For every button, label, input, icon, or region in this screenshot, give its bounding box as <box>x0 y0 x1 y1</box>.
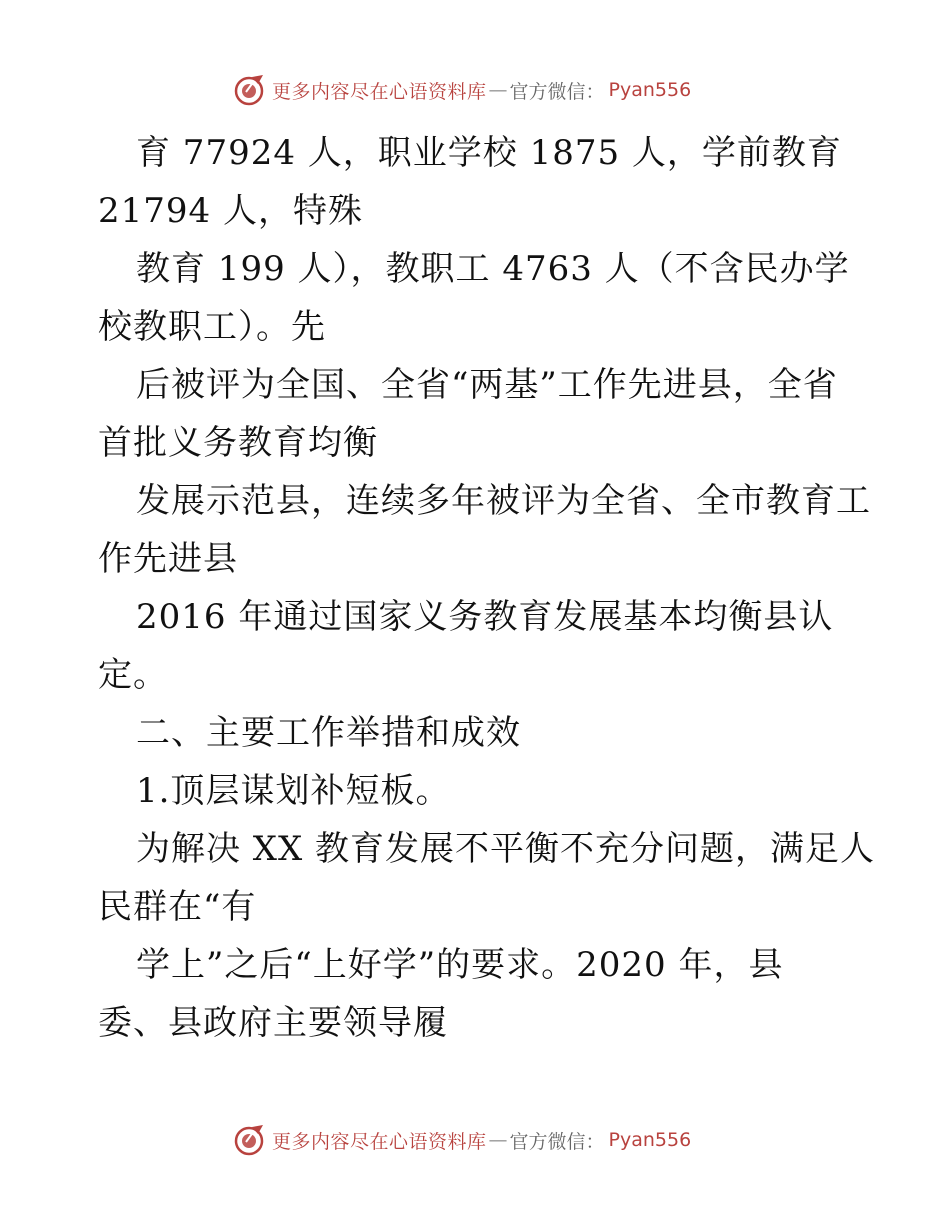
text-line: 委、县政府主要领导履 <box>98 1003 448 1043</box>
pen-seal-icon <box>232 1123 266 1157</box>
document-body <box>98 124 898 1052</box>
footer-watermark <box>232 1122 691 1158</box>
header-watermark <box>232 72 691 108</box>
text-line: 首批义务教育均衡 <box>98 423 378 463</box>
text-line: 校教职工）。先 <box>98 307 326 347</box>
text-line: 作先进县 <box>98 539 238 579</box>
text-line: 民群在“有 <box>98 887 257 927</box>
text-line: 学上”之后“上好学”的要求。2020 年，县 <box>136 945 784 985</box>
text-line: 2016 年通过国家义务教育发展基本均衡县认 <box>136 597 834 637</box>
section-heading: 二、主要工作举措和成效 <box>136 713 521 753</box>
text-line: 发展示范县，连续多年被评为全省、全市教育工 <box>136 481 871 521</box>
watermark-label: 官方微信： <box>509 80 605 103</box>
text-line: 21794 人，特殊 <box>98 191 363 231</box>
watermark-separator: — <box>488 79 508 101</box>
watermark-id: Pyan556 <box>608 79 692 101</box>
watermark-brand: 更多内容尽在心语资料库 <box>272 1130 487 1153</box>
watermark-label: 官方微信： <box>509 1130 605 1153</box>
pen-seal-icon <box>232 73 266 107</box>
text-line: 定。 <box>98 655 168 695</box>
text-line: 后被评为全国、全省“两基”工作先进县，全省 <box>136 365 838 405</box>
text-line: 育 77924 人，职业学校 1875 人，学前教育 <box>136 133 842 173</box>
watermark-separator: — <box>488 1129 508 1151</box>
text-line: 教育 199 人），教职工 4763 人（不含民办学 <box>136 249 850 289</box>
watermark-brand: 更多内容尽在心语资料库 <box>272 80 487 103</box>
text-line: 为解决 XX 教育发展不平衡不充分问题，满足人 <box>136 829 876 869</box>
subsection-heading: 1.顶层谋划补短板。 <box>136 771 451 811</box>
watermark-id: Pyan556 <box>608 1129 692 1151</box>
